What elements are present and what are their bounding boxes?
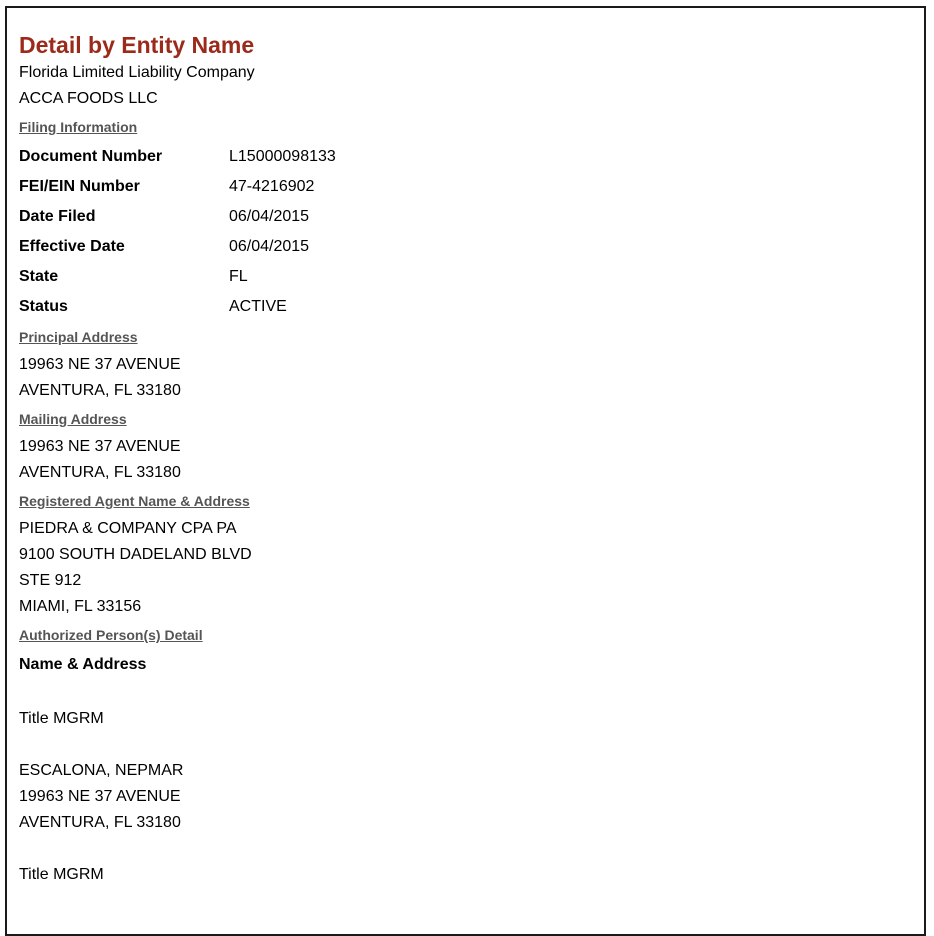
page-title: Detail by Entity Name	[19, 32, 255, 58]
spacer	[19, 732, 899, 758]
document-number-value: L15000098133	[229, 148, 336, 165]
effective-date-row	[19, 232, 899, 262]
person-1-title: Title MGRM	[19, 710, 104, 727]
registered-agent-line-2: 9100 SOUTH DADELAND BLVD	[19, 546, 252, 563]
registered-agent-line-3: STE 912	[19, 572, 82, 589]
person-1-name: ESCALONA, NEPMAR	[19, 762, 184, 779]
authorized-persons-heading[interactable]: Authorized Person(s) Detail	[19, 627, 203, 643]
state-value: FL	[229, 268, 248, 285]
filing-information-heading[interactable]: Filing Information	[19, 119, 138, 135]
mailing-address-line-2: AVENTURA, FL 33180	[19, 464, 181, 481]
mailing-address-heading[interactable]: Mailing Address	[19, 411, 127, 427]
principal-address-heading[interactable]: Principal Address	[19, 329, 138, 345]
registered-agent-line-1: PIEDRA & COMPANY CPA PA	[19, 520, 237, 537]
principal-address-line-2: AVENTURA, FL 33180	[19, 382, 181, 399]
fei-ein-number-label: FEI/EIN Number	[19, 178, 140, 195]
date-filed-label: Date Filed	[19, 208, 96, 225]
status-label: Status	[19, 298, 68, 315]
entity-name: ACCA FOODS LLC	[19, 90, 158, 107]
state-row	[19, 262, 899, 292]
registered-agent-line-4: MIAMI, FL 33156	[19, 598, 142, 615]
fei-ein-number-row	[19, 172, 899, 202]
detail-panel	[5, 6, 926, 936]
person-1-address-line-2: AVENTURA, FL 33180	[19, 814, 181, 831]
document-number-row	[19, 142, 899, 172]
detail-content	[19, 30, 899, 888]
spacer	[19, 680, 899, 706]
date-filed-value: 06/04/2015	[229, 208, 310, 225]
mailing-address-line-1: 19963 NE 37 AVENUE	[19, 438, 181, 455]
date-filed-row	[19, 202, 899, 232]
person-2-title: Title MGRM	[19, 866, 104, 883]
state-label: State	[19, 268, 59, 285]
document-number-label: Document Number	[19, 148, 163, 165]
person-1-address-line-1: 19963 NE 37 AVENUE	[19, 788, 181, 805]
spacer	[19, 836, 899, 862]
status-value: ACTIVE	[229, 298, 287, 315]
fei-ein-number-value: 47-4216902	[229, 178, 315, 195]
principal-address-line-1: 19963 NE 37 AVENUE	[19, 356, 181, 373]
registered-agent-heading[interactable]: Registered Agent Name & Address	[19, 493, 250, 509]
effective-date-value: 06/04/2015	[229, 238, 310, 255]
status-row	[19, 292, 899, 322]
effective-date-label: Effective Date	[19, 238, 125, 255]
entity-type: Florida Limited Liability Company	[19, 64, 255, 81]
name-address-subheading: Name & Address	[19, 656, 147, 673]
